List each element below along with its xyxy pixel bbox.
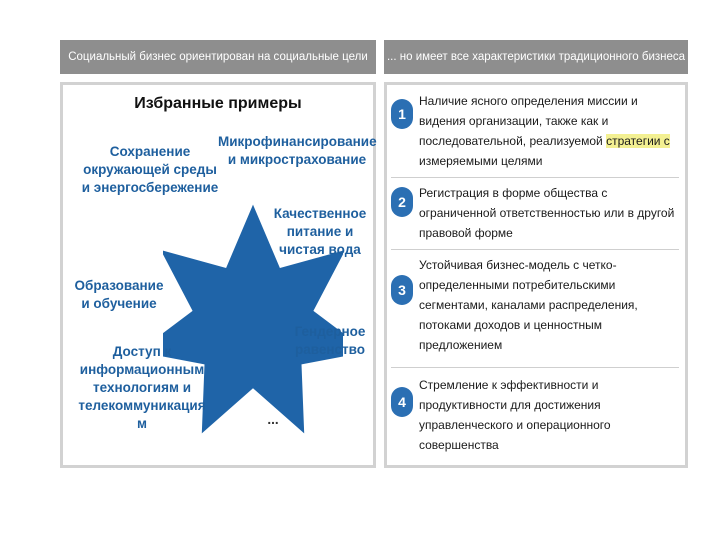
example-environment <box>75 143 225 197</box>
example-line: Образование <box>74 278 164 293</box>
example-line: Качественное <box>273 206 367 221</box>
example-line: Доступ к <box>112 344 172 359</box>
example-line: равенство <box>294 342 366 357</box>
example-line: питание и <box>286 224 354 239</box>
example-line: телекоммуникация <box>78 398 206 413</box>
example-line: и энергосбережение <box>81 180 219 195</box>
header-right: ... но имеет все характеристики традиционного бизнеса <box>384 40 688 74</box>
example-line: Гендерное <box>294 324 366 339</box>
number-badge: 2 <box>391 187 413 217</box>
example-education <box>67 277 171 313</box>
example-line: технологиям и <box>93 380 191 395</box>
list-item <box>387 375 685 459</box>
item-text-main: Наличие ясного определения миссии и видения организации, также как и последовательной, реализуемой <box>419 94 638 148</box>
item-text: Стремление к эффективности и продуктивности для достижения управленческого и операционного совершенства <box>419 378 611 452</box>
number-badge: 4 <box>391 387 413 417</box>
item-text: Регистрация в форме общества с ограниченной ответственностью или в другой правовой форме <box>419 186 675 240</box>
example-it-access <box>67 343 217 433</box>
example-line: чистая вода <box>279 242 361 257</box>
highlighted-text: стратегии с <box>606 134 670 148</box>
number-badge: 1 <box>391 99 413 129</box>
example-line: м <box>137 416 147 431</box>
ellipsis: ... <box>267 412 279 427</box>
list-item <box>387 91 685 175</box>
number-badge: 3 <box>391 275 413 305</box>
item-text: Устойчивая бизнес-модель с четко-определенными потребительскими сегментами, каналами распределения, потоками доходов и ценностным предложением <box>419 258 638 352</box>
list-item <box>387 255 685 359</box>
example-line: и микрострахование <box>227 152 367 167</box>
example-food-water <box>268 205 372 259</box>
divider <box>391 367 679 368</box>
characteristics-panel <box>384 82 688 468</box>
example-line: Микрофинансирование <box>218 134 377 149</box>
divider <box>391 177 679 178</box>
item-text <box>419 91 681 171</box>
example-line: информационным <box>79 362 205 377</box>
divider <box>391 249 679 250</box>
item-text-end: измеряемыми целями <box>419 154 543 168</box>
panel-title: Избранные примеры <box>134 95 302 112</box>
example-gender <box>285 323 375 359</box>
example-microfinance <box>218 133 376 169</box>
list-item <box>387 183 685 247</box>
example-line: окружающей среды <box>83 162 217 177</box>
example-line: Сохранение <box>109 144 191 159</box>
header-left: Социальный бизнес ориентирован на социальные цели <box>60 40 376 74</box>
examples-panel <box>60 82 376 468</box>
example-line: и обучение <box>81 296 157 311</box>
